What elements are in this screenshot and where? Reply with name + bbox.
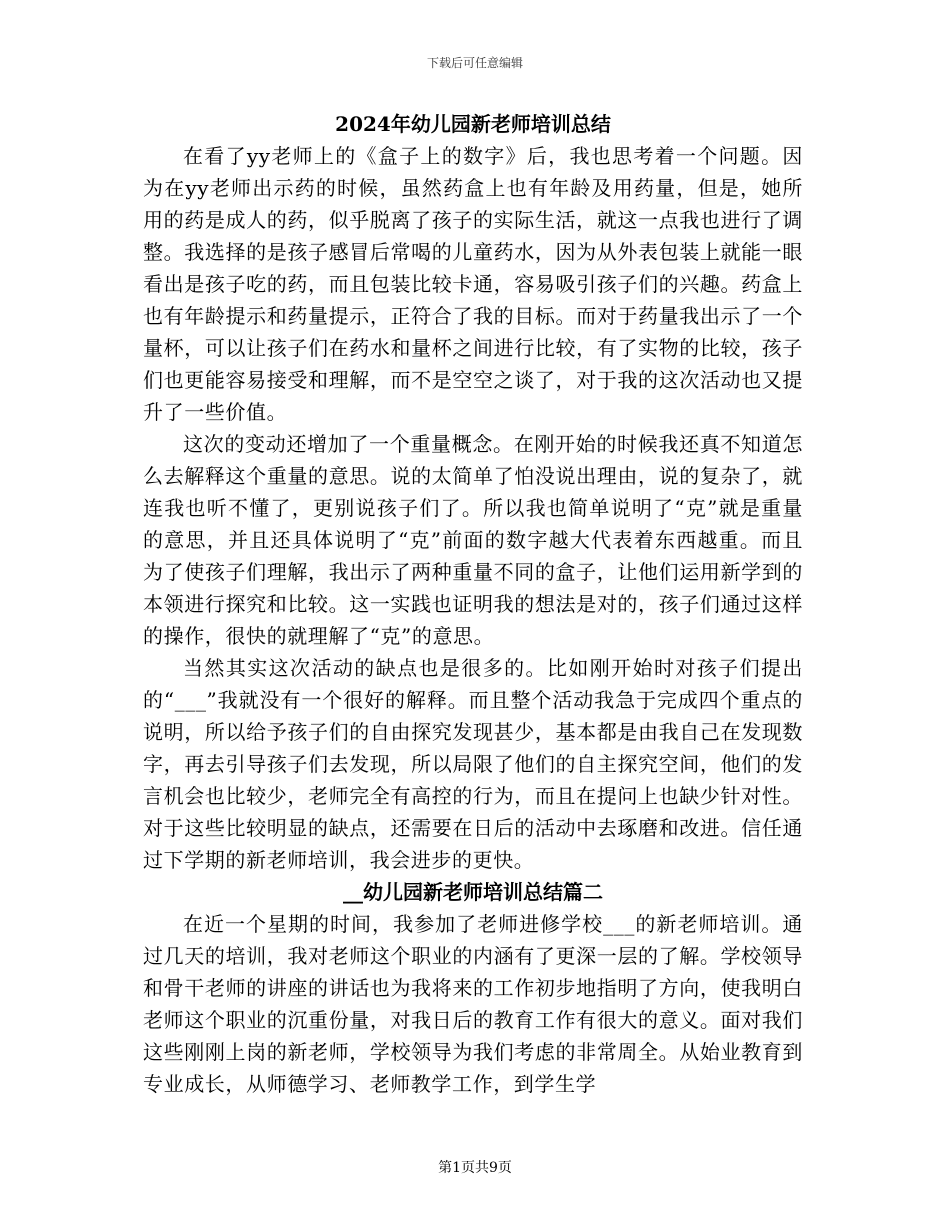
document-title: 2024年幼儿园新老师培训总结 — [335, 112, 611, 136]
section-subtitle: __幼儿园新老师培训总结篇二 — [343, 880, 603, 904]
paragraph-4: 在近一个星期的时间，我参加了老师进修学校___的新老师培训。通过几天的培训，我对老师这个职业的内涵有了更深一层的了解。学校领导和骨干老师的讲座的讲话也为我将来的工作初步地指明了方向，使我明白老师这个职业的沉重份量，对我日后的教育工作有很大的意义。面对我们这些刚刚上岗的新老师，学校领导为我们考虑的非常周全。从始业教育到专业成长，从师德学习、老师教学工作，到学生学 — [143, 912, 803, 1096]
page-number: 第1页共9页 — [438, 1160, 512, 1176]
header-note: 下载后可任意编辑 — [426, 56, 523, 70]
document-body — [143, 108, 803, 1100]
paragraph-1: 在看了yy老师上的《盒子上的数字》后，我也思考着一个问题。因为在yy老师出示药的时候，虽然药盒上也有年龄及用药量，但是，她所用的药是成人的药，似乎脱离了孩子的实际生活，就这一点我也进行了调整。我选择的是孩子感冒后常喝的儿童药水，因为从外表包装上就能一眼看出是孩子吃的药，而且包装比较卡通，容易吸引孩子们的兴趣。药盒上也有年龄提示和药量提示，正符合了我的目标。而对于药量我出示了一个量杯，可以让孩子们在药水和量杯之间进行比较，有了实物的比较，孩子们也更能容易接受和理解，而不是空空之谈了，对于我的这次活动也又提升了一些价值。 — [143, 144, 804, 424]
paragraph-2: 这次的变动还增加了一个重量概念。在刚开始的时候我还真不知道怎么去解释这个重量的意思。说的太简单了怕没说出理由，说的复杂了，就连我也听不懂了，更别说孩子们了。所以我也简单说明了“克”就是重量的意思，并且还具体说明了“克”前面的数字越大代表着东西越重。而且为了使孩子们理解，我出示了两种重量不同的盒子，让他们运用新学到的本领进行探究和比较。这一实践也证明我的想法是对的，孩子们通过这样的操作，很快的就理解了“克”的意思。 — [143, 432, 803, 648]
paragraph-3: 当然其实这次活动的缺点也是很多的。比如刚开始时对孩子们提出的“___”我就没有一个很好的解释。而且整个活动我急于完成四个重点的说明，所以给予孩子们的自由探究发现甚少，基本都是由我自己在发现数字，再去引导孩子们去发现，所以局限了他们的自主探究空间，他们的发言机会也比较少，老师完全有高控的行为，而且在提问上也缺少针对性。对于这些比较明显的缺点，还需要在日后的活动中去琢磨和改进。信任通过下学期的新老师培训，我会进步的更快。 — [143, 656, 803, 872]
